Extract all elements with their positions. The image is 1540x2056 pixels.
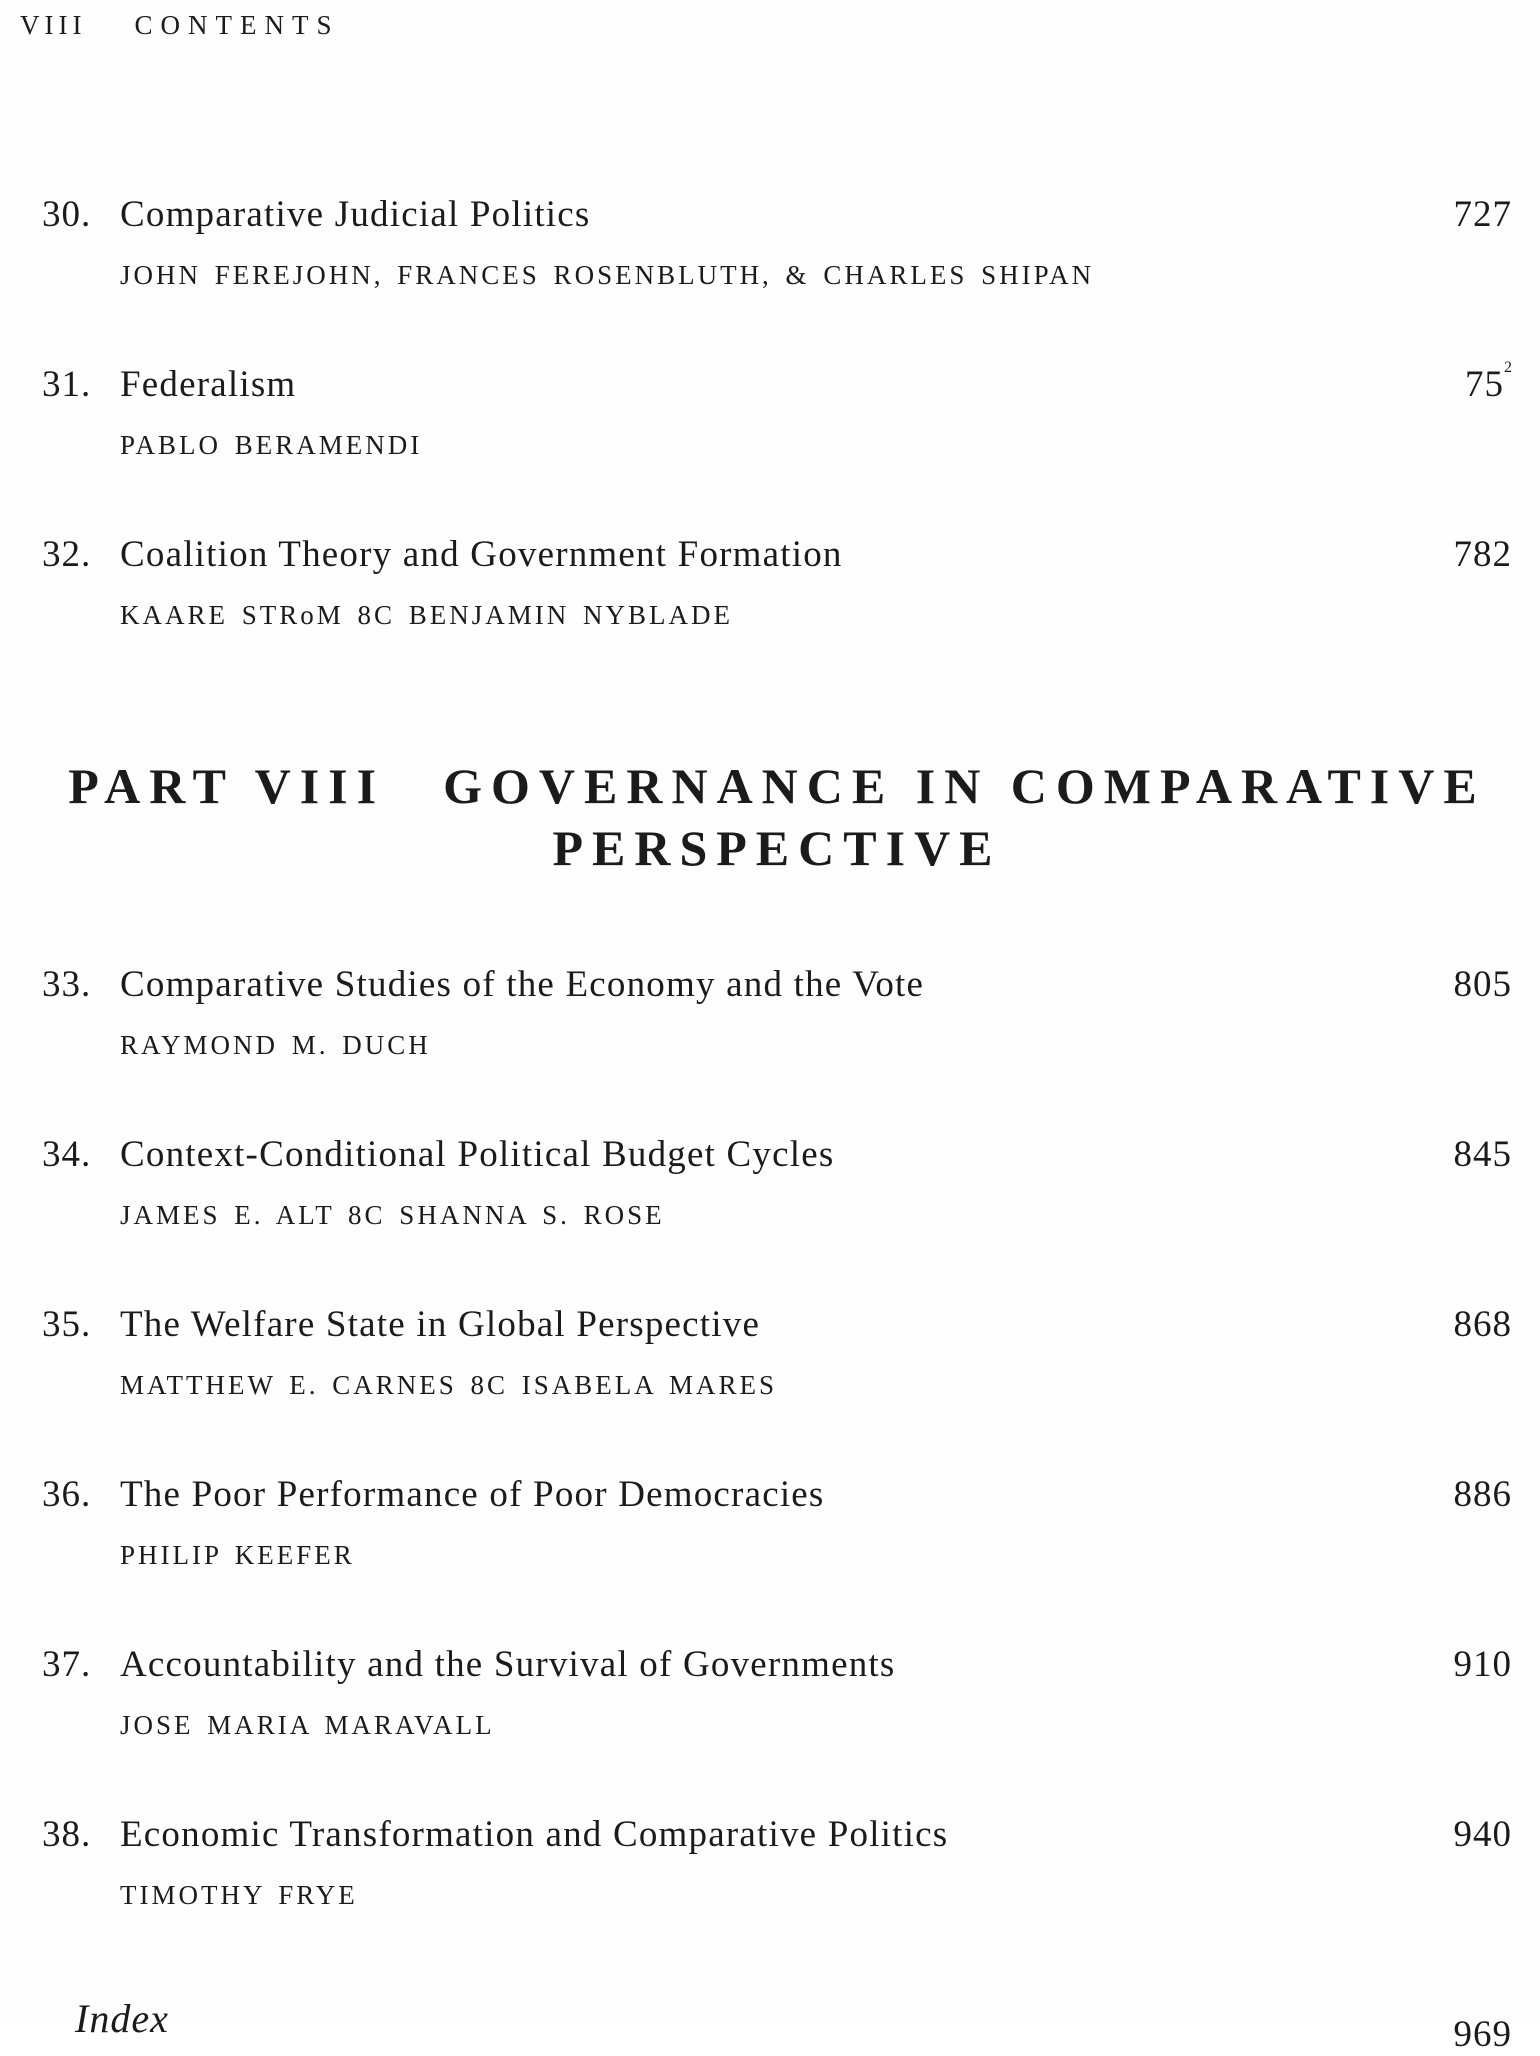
chapter-title: Comparative Judicial Politics <box>120 194 591 235</box>
index-title: Index <box>75 1996 169 2042</box>
toc-entry-line <box>42 1639 1512 1687</box>
part-title-line1: GOVERNANCE IN COMPARATIVE <box>443 758 1486 815</box>
chapter-title: Federalism <box>120 364 297 406</box>
toc-entry-line <box>42 529 1512 577</box>
running-title: CONTENTS <box>134 10 340 40</box>
chapter-title: Accountability and the Survival of Governments <box>120 1644 896 1686</box>
part-label: PART VIII <box>68 758 386 815</box>
chapter-authors: RAYMOND M. DUCH <box>120 1029 431 1060</box>
page-number-superscript: 2 <box>1504 359 1512 377</box>
toc-entry <box>42 1129 1512 1231</box>
chapter-number: 34. <box>42 1134 92 1176</box>
chapter-authors: MATTHEW E. CARNES 8C ISABELA MARES <box>120 1369 778 1400</box>
chapter-number: 32. <box>42 534 92 576</box>
chapter-title: Coalition Theory and Government Formation <box>120 534 843 576</box>
toc-entry <box>42 529 1512 631</box>
toc-entry <box>42 1469 1512 1571</box>
chapter-title: The Welfare State in Global Perspective <box>120 1304 761 1346</box>
chapter-number: 37. <box>42 1644 92 1686</box>
page-number: 805 <box>1453 964 1512 1006</box>
page-folio: VIII <box>20 10 87 40</box>
table-of-contents <box>42 189 1512 2056</box>
chapter-number: 35. <box>42 1304 92 1346</box>
toc-entry-line <box>42 189 1512 237</box>
toc-entry-line <box>42 1299 1512 1347</box>
index-entry <box>42 1995 1512 2056</box>
chapter-title: Comparative Studies of the Economy and the Vote <box>120 964 925 1006</box>
page-number: 886 <box>1453 1474 1512 1516</box>
chapter-number: 38. <box>42 1814 92 1856</box>
toc-entry <box>42 1299 1512 1401</box>
page-number: 727 <box>1453 194 1512 235</box>
chapter-authors: TIMOTHY FRYE <box>120 1880 358 1911</box>
chapter-title: The Poor Performance of Poor Democracies <box>120 1474 825 1516</box>
toc-entry-line <box>42 1469 1512 1517</box>
toc-entry-line <box>42 959 1512 1007</box>
chapter-number: 31. <box>42 364 92 406</box>
chapter-authors: JOHN FEREJOHN, FRANCES ROSENBLUTH, & CHARLES SHIPAN <box>120 259 1095 290</box>
index-page-number: 969 <box>1453 2014 1512 2056</box>
chapter-authors: PHILIP KEEFER <box>120 1539 355 1570</box>
page-number: $75^2$ <box>1465 359 1512 406</box>
toc-entry <box>42 1809 1512 1911</box>
page-number: 868 <box>1453 1304 1512 1346</box>
chapter-authors: KAARE STRoM 8C BENJAMIN NYBLADE <box>120 599 734 630</box>
chapter-number: 33. <box>42 964 92 1006</box>
toc-entry <box>42 959 1512 1061</box>
chapter-authors: JAMES E. ALT 8C SHANNA S. ROSE <box>120 1199 665 1230</box>
toc-entry-line <box>42 1129 1512 1177</box>
page-number: 782 <box>1453 534 1512 576</box>
toc-entry-line <box>42 359 1512 407</box>
toc-entry <box>42 189 1512 291</box>
page-number: 845 <box>1453 1134 1512 1176</box>
chapter-authors: PABLO BERAMENDI <box>120 429 423 460</box>
toc-entry-line <box>42 1809 1512 1857</box>
chapter-number: 36. <box>42 1474 92 1516</box>
part-heading <box>42 755 1512 879</box>
part-heading-line1 <box>42 755 1512 817</box>
chapter-number: 30. <box>42 194 92 235</box>
toc-entry <box>42 1639 1512 1741</box>
chapter-title: Economic Transformation and Comparative Politics <box>120 1814 949 1856</box>
chapter-authors: JOSE MARIA MARAVALL <box>120 1709 495 1740</box>
part-title-line2: PERSPECTIVE <box>552 820 1002 877</box>
toc-entry <box>42 359 1512 461</box>
page-number: 910 <box>1453 1644 1512 1686</box>
page-number: 940 <box>1453 1814 1512 1856</box>
running-header <box>20 10 1512 41</box>
chapter-title: Context-Conditional Political Budget Cycles <box>120 1134 835 1176</box>
